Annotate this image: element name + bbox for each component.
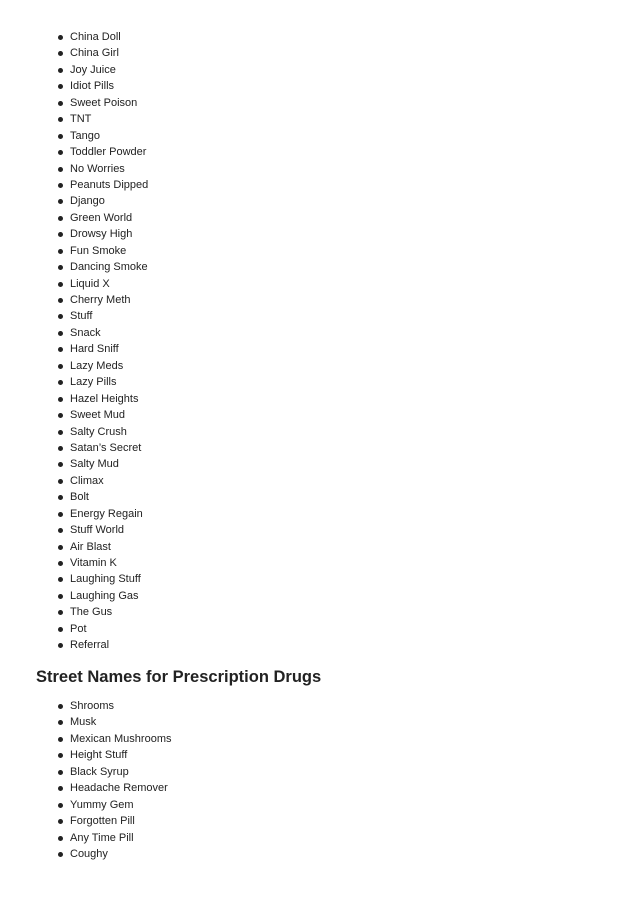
list-item-text: Bolt (70, 491, 89, 504)
list-item (55, 830, 171, 846)
list-item (55, 780, 171, 796)
list-item (55, 604, 148, 620)
bullet-icon (58, 737, 63, 742)
list-item (55, 111, 148, 127)
list-item (55, 440, 148, 456)
bullet-icon (58, 347, 63, 352)
list-item-text: Stuff World (70, 524, 125, 537)
bullet-icon (58, 770, 63, 775)
bullet-icon (58, 528, 63, 533)
bullet-icon (58, 265, 63, 270)
list-item (55, 358, 148, 374)
list-item-text: Referral (70, 639, 110, 652)
bullet-icon (58, 610, 63, 615)
list-item-text: Tango (70, 129, 100, 142)
list-item (55, 698, 171, 714)
bullet-icon (58, 836, 63, 841)
list-item (55, 473, 148, 489)
list-item (55, 764, 171, 780)
bullet-icon (58, 216, 63, 221)
bullet-icon (58, 446, 63, 451)
list-item-text: Forgotten Pill (70, 815, 135, 828)
list-item (55, 177, 148, 193)
list-item (55, 637, 148, 653)
list-item-text: Idiot Pills (70, 80, 115, 93)
list-item-text: Musk (70, 716, 97, 729)
list-item-text: Pot (70, 622, 87, 635)
bullet-icon (58, 134, 63, 139)
list-item (55, 621, 148, 637)
section-heading-prescription-drugs: Street Names for Prescription Drugs (36, 668, 322, 686)
list-item-text: Sweet Mud (70, 409, 126, 422)
list-item-text: TNT (70, 113, 92, 126)
list-item (55, 714, 171, 730)
list-item-text: Peanuts Dipped (70, 178, 149, 191)
bullet-icon (58, 561, 63, 566)
list-item-text: Yummy Gem (70, 798, 134, 811)
bullet-icon (58, 117, 63, 122)
bullet-icon (58, 183, 63, 188)
list-item (55, 489, 148, 505)
list-item-text: Coughy (70, 847, 108, 860)
bullet-icon (58, 150, 63, 155)
list-item-text: Any Time Pill (70, 831, 134, 844)
list-item (55, 259, 148, 275)
list-item-text: Joy Juice (70, 63, 116, 76)
list-item (55, 62, 148, 78)
list-item (55, 813, 171, 829)
list-item-text: Dancing Smoke (70, 261, 148, 274)
list-item-text: Energy Regain (70, 507, 143, 520)
list-item (55, 210, 148, 226)
list-item (55, 456, 148, 472)
bullet-icon (58, 282, 63, 287)
list-item (55, 424, 148, 440)
list-item (55, 407, 148, 423)
list-item-text: Django (70, 195, 105, 208)
list-item (55, 292, 148, 308)
list-item (55, 555, 148, 571)
list-item-text: Green World (70, 211, 133, 224)
bullet-icon (58, 249, 63, 254)
bullet-icon (58, 643, 63, 648)
bullet-icon (58, 462, 63, 467)
list-item (55, 325, 148, 341)
list-item-text: Satan’s Secret (70, 441, 142, 454)
list-item-text: Toddler Powder (70, 146, 147, 159)
list-item-text: Salty Crush (70, 425, 127, 438)
list-item-text: Sweet Poison (70, 96, 138, 109)
bullet-icon (58, 430, 63, 435)
bullet-icon (58, 512, 63, 517)
list-item (55, 29, 148, 45)
list-item (55, 391, 148, 407)
bullet-icon (58, 753, 63, 758)
list-item-text: Laughing Gas (70, 589, 139, 602)
bullet-icon (58, 720, 63, 725)
bullet-icon (58, 397, 63, 402)
list-item-text: Black Syrup (70, 765, 129, 778)
bullet-icon (58, 167, 63, 172)
bullet-icon (58, 232, 63, 237)
list-item (55, 797, 171, 813)
list-item (55, 506, 148, 522)
street-names-list (55, 29, 148, 654)
list-item (55, 45, 148, 61)
bullet-icon (58, 199, 63, 204)
bullet-icon (58, 819, 63, 824)
bullet-icon (58, 594, 63, 599)
bullet-icon (58, 786, 63, 791)
list-item (55, 846, 171, 862)
list-item-text: No Worries (70, 162, 125, 175)
bullet-icon (58, 545, 63, 550)
bullet-icon (58, 704, 63, 709)
list-item (55, 226, 148, 242)
bullet-icon (58, 84, 63, 89)
list-item-text: Lazy Meds (70, 359, 124, 372)
bullet-icon (58, 51, 63, 56)
list-item-text: The Gus (70, 606, 113, 619)
list-item (55, 341, 148, 357)
list-item (55, 243, 148, 259)
list-item (55, 193, 148, 209)
list-item-text: Cherry Meth (70, 294, 131, 306)
bullet-icon (58, 479, 63, 484)
bullet-icon (58, 577, 63, 582)
bullet-icon (58, 364, 63, 369)
bullet-icon (58, 380, 63, 385)
bullet-icon (58, 803, 63, 808)
list-item-text: Height Stuff (70, 749, 128, 762)
list-item (55, 308, 148, 324)
list-item-text: Drowsy High (70, 228, 133, 241)
bullet-icon (58, 413, 63, 418)
prescription-street-names-list (55, 698, 171, 862)
list-item-text: Climax (70, 474, 104, 487)
list-item (55, 522, 148, 538)
bullet-icon (58, 852, 63, 857)
list-item (55, 95, 148, 111)
list-item-text: Stuff (70, 310, 93, 323)
list-item-text: Snack (70, 326, 101, 339)
list-item-text: China Girl (70, 47, 119, 60)
bullet-icon (58, 101, 63, 106)
list-item (55, 161, 148, 177)
list-item (55, 276, 148, 292)
list-item-text: Salty Mud (70, 458, 119, 471)
list-item (55, 539, 148, 555)
list-item-text: Lazy Pills (70, 376, 117, 389)
bullet-icon (58, 298, 63, 303)
list-item-text: Air Blast (70, 540, 111, 553)
list-item (55, 78, 148, 94)
list-item (55, 128, 148, 144)
bullet-icon (58, 314, 63, 319)
list-item-text: Fun Smoke (70, 244, 127, 257)
list-item (55, 374, 148, 390)
list-item-text: China Doll (70, 31, 121, 43)
list-item-text: Liquid X (70, 277, 110, 290)
list-item (55, 571, 148, 587)
list-item (55, 731, 171, 747)
list-item-text: Laughing Stuff (70, 573, 141, 586)
list-item (55, 747, 171, 763)
list-item-text: Hard Sniff (70, 343, 119, 356)
bullet-icon (58, 331, 63, 336)
bullet-icon (58, 495, 63, 500)
bullet-icon (58, 35, 63, 40)
bullet-icon (58, 627, 63, 632)
list-item-text: Vitamin K (70, 557, 117, 569)
list-item-text: Mexican Mushrooms (70, 732, 172, 745)
list-item (55, 144, 148, 160)
list-item-text: Hazel Heights (70, 392, 139, 405)
bullet-icon (58, 68, 63, 73)
list-item (55, 588, 148, 604)
list-item-text: Shrooms (70, 700, 115, 712)
list-item-text: Headache Remover (70, 782, 168, 795)
